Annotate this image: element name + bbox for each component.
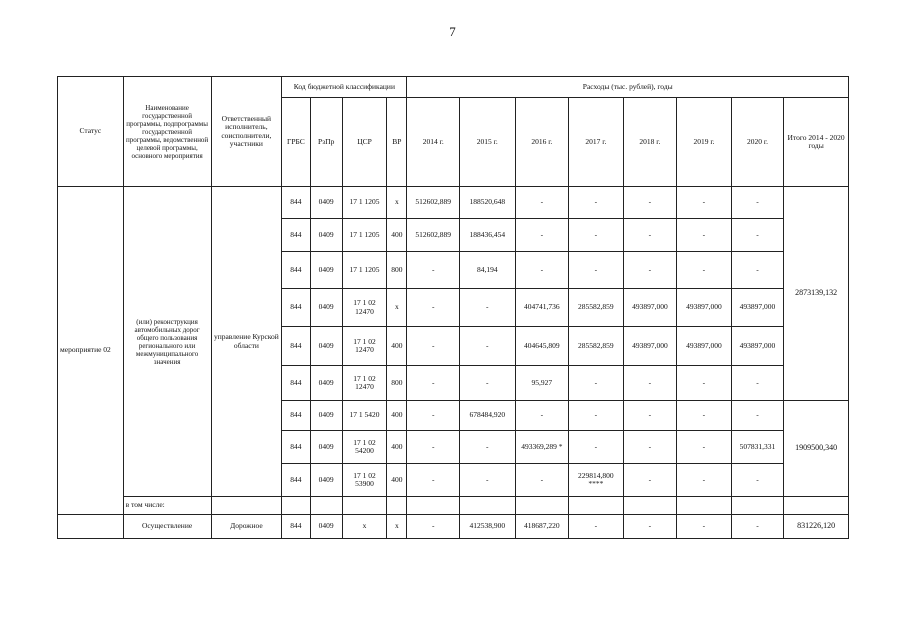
grbs-cell: 844 [282,366,310,401]
table-row [58,515,849,539]
empty-cell [623,497,677,515]
vr-cell: 800 [387,252,407,289]
page-number: 7 [449,24,456,39]
y2014-cell: - [407,515,460,539]
csr-cell: х [342,515,386,539]
y2014-cell: - [407,289,460,327]
y2018-cell: 493897,000 [623,289,677,327]
y2014-cell: 512602,889 [407,219,460,252]
header-status: Статус [58,77,124,187]
y2019-cell: - [677,219,732,252]
vr-cell: 400 [387,431,407,464]
y2015-cell: 84,194 [460,252,516,289]
rzpr-cell: 0409 [310,431,342,464]
executor-cell: Дорожное [211,515,282,539]
y2016-cell: 493369,289 * [515,431,569,464]
y2014-cell: - [407,401,460,431]
table-row [58,187,849,219]
vr-cell: х [387,289,407,327]
vr-cell: х [387,187,407,219]
y2018-cell: 493897,000 [623,327,677,366]
y2016-cell: - [515,401,569,431]
y2015-cell: - [460,366,516,401]
y2018-cell: - [623,401,677,431]
y2014-cell: - [407,431,460,464]
y2020-cell: - [731,187,784,219]
csr-cell: 17 1 02 54200 [342,431,386,464]
vr-cell: 400 [387,464,407,497]
header-grbs: ГРБС [282,98,310,187]
y2016-cell: 404645,809 [515,327,569,366]
vr-cell: 800 [387,366,407,401]
csr-cell: 17 1 1205 [342,252,386,289]
header-year-2016: 2016 г. [515,98,569,187]
y2020-cell: - [731,219,784,252]
y2014-cell: - [407,327,460,366]
rzpr-cell: 0409 [310,252,342,289]
vr-cell: 400 [387,327,407,366]
program-name-cell: Осуществление [123,515,211,539]
including-label: в том числе: [123,497,211,515]
budget-table [57,76,849,539]
y2019-cell: - [677,366,732,401]
rzpr-cell: 0409 [310,366,342,401]
csr-cell: 17 1 5420 [342,401,386,431]
vr-cell: х [387,515,407,539]
grbs-cell: 844 [282,464,310,497]
empty-cell [460,497,516,515]
y2020-cell: 507831,331 [731,431,784,464]
rzpr-cell: 0409 [310,515,342,539]
y2018-cell: - [623,464,677,497]
y2016-cell: 418687,220 [515,515,569,539]
empty-cell [407,497,460,515]
empty-cell [310,497,342,515]
program-name-cell: (или) реконструкция автомобильных дорог общего пользования регионального или межмуниципального значения [123,187,211,497]
vr-cell: 400 [387,219,407,252]
y2016-cell: 95,927 [515,366,569,401]
grbs-cell: 844 [282,401,310,431]
header-year-2017: 2017 г. [569,98,624,187]
status-cell: мероприятие 02 [58,187,124,515]
empty-cell [342,497,386,515]
y2014-cell: - [407,366,460,401]
csr-cell: 17 1 02 12470 [342,366,386,401]
y2014-cell: - [407,252,460,289]
grbs-cell: 844 [282,431,310,464]
grbs-cell: 844 [282,289,310,327]
y2019-cell: 493897,000 [677,289,732,327]
y2018-cell: - [623,219,677,252]
y2014-cell: 512602,889 [407,187,460,219]
rzpr-cell: 0409 [310,187,342,219]
csr-cell: 17 1 02 12470 [342,327,386,366]
empty-cell [211,497,282,515]
y2017-cell: - [569,366,624,401]
empty-cell [731,497,784,515]
y2017-cell: - [569,252,624,289]
header-executor: Ответственный исполнитель, соисполнители, участники [211,77,282,187]
y2018-cell: - [623,252,677,289]
grbs-cell: 844 [282,327,310,366]
rzpr-cell: 0409 [310,219,342,252]
y2020-cell: 493897,000 [731,289,784,327]
header-year-2020: 2020 г. [731,98,784,187]
y2018-cell: - [623,515,677,539]
y2020-cell: - [731,464,784,497]
header-year-2015: 2015 г. [460,98,516,187]
y2020-cell: 493897,000 [731,327,784,366]
y2015-cell: - [460,464,516,497]
header-budget-code: Код бюджетной классификации [282,77,407,98]
y2017-cell: 285582,859 [569,327,624,366]
header-name: Наименование государственной программы, подпрограммы государственной программы, ведомственной целевой программы, основного мероприятия [123,77,211,187]
y2019-cell: - [677,187,732,219]
header-row-1 [58,77,849,98]
header-vr: ВР [387,98,407,187]
y2015-cell: 412538,900 [460,515,516,539]
header-csr: ЦСР [342,98,386,187]
y2019-cell: 493897,000 [677,327,732,366]
total-cell-group-1: 2873139,132 [784,187,849,401]
y2020-cell: - [731,515,784,539]
grbs-cell: 844 [282,252,310,289]
y2020-cell: - [731,401,784,431]
grbs-cell: 844 [282,219,310,252]
empty-cell [784,497,849,515]
y2019-cell: - [677,252,732,289]
header-year-2019: 2019 г. [677,98,732,187]
y2015-cell: - [460,327,516,366]
grbs-cell: 844 [282,187,310,219]
y2019-cell: - [677,431,732,464]
y2018-cell: - [623,187,677,219]
y2019-cell: - [677,401,732,431]
y2015-cell: 188436,454 [460,219,516,252]
csr-cell: 17 1 02 53900 [342,464,386,497]
header-expenses: Расходы (тыс. рублей), годы [407,77,849,98]
total-cell-group-2: 1909500,340 [784,401,849,497]
y2017-cell: 285582,859 [569,289,624,327]
vr-cell: 400 [387,401,407,431]
grbs-cell: 844 [282,515,310,539]
y2020-cell: - [731,252,784,289]
csr-cell: 17 1 02 12470 [342,289,386,327]
rzpr-cell: 0409 [310,464,342,497]
y2017-cell: - [569,401,624,431]
header-rzpr: РзПр [310,98,342,187]
y2015-cell: 188520,648 [460,187,516,219]
rzpr-cell: 0409 [310,401,342,431]
y2017-cell: 229814,800 **** [569,464,624,497]
including-row [58,497,849,515]
y2016-cell: - [515,252,569,289]
header-total: Итого 2014 - 2020 годы [784,98,849,187]
y2016-cell: - [515,464,569,497]
y2016-cell: - [515,219,569,252]
csr-cell: 17 1 1205 [342,187,386,219]
empty-cell [569,497,624,515]
executor-cell: управление Курской области [211,187,282,497]
empty-cell [282,497,310,515]
y2014-cell: - [407,464,460,497]
y2016-cell: 404741,736 [515,289,569,327]
y2017-cell: - [569,431,624,464]
empty-cell [387,497,407,515]
y2018-cell: - [623,366,677,401]
rzpr-cell: 0409 [310,327,342,366]
status-cell-empty [58,515,124,539]
y2017-cell: - [569,187,624,219]
y2015-cell: - [460,289,516,327]
empty-cell [677,497,732,515]
y2020-cell: - [731,366,784,401]
empty-cell [515,497,569,515]
rzpr-cell: 0409 [310,289,342,327]
y2015-cell: 678484,920 [460,401,516,431]
y2019-cell: - [677,464,732,497]
y2018-cell: - [623,431,677,464]
y2017-cell: - [569,515,624,539]
y2019-cell: - [677,515,732,539]
header-year-2018: 2018 г. [623,98,677,187]
y2015-cell: - [460,431,516,464]
header-year-2014: 2014 г. [407,98,460,187]
y2016-cell: - [515,187,569,219]
csr-cell: 17 1 1205 [342,219,386,252]
y2017-cell: - [569,219,624,252]
total-cell: 831226,120 [784,515,849,539]
